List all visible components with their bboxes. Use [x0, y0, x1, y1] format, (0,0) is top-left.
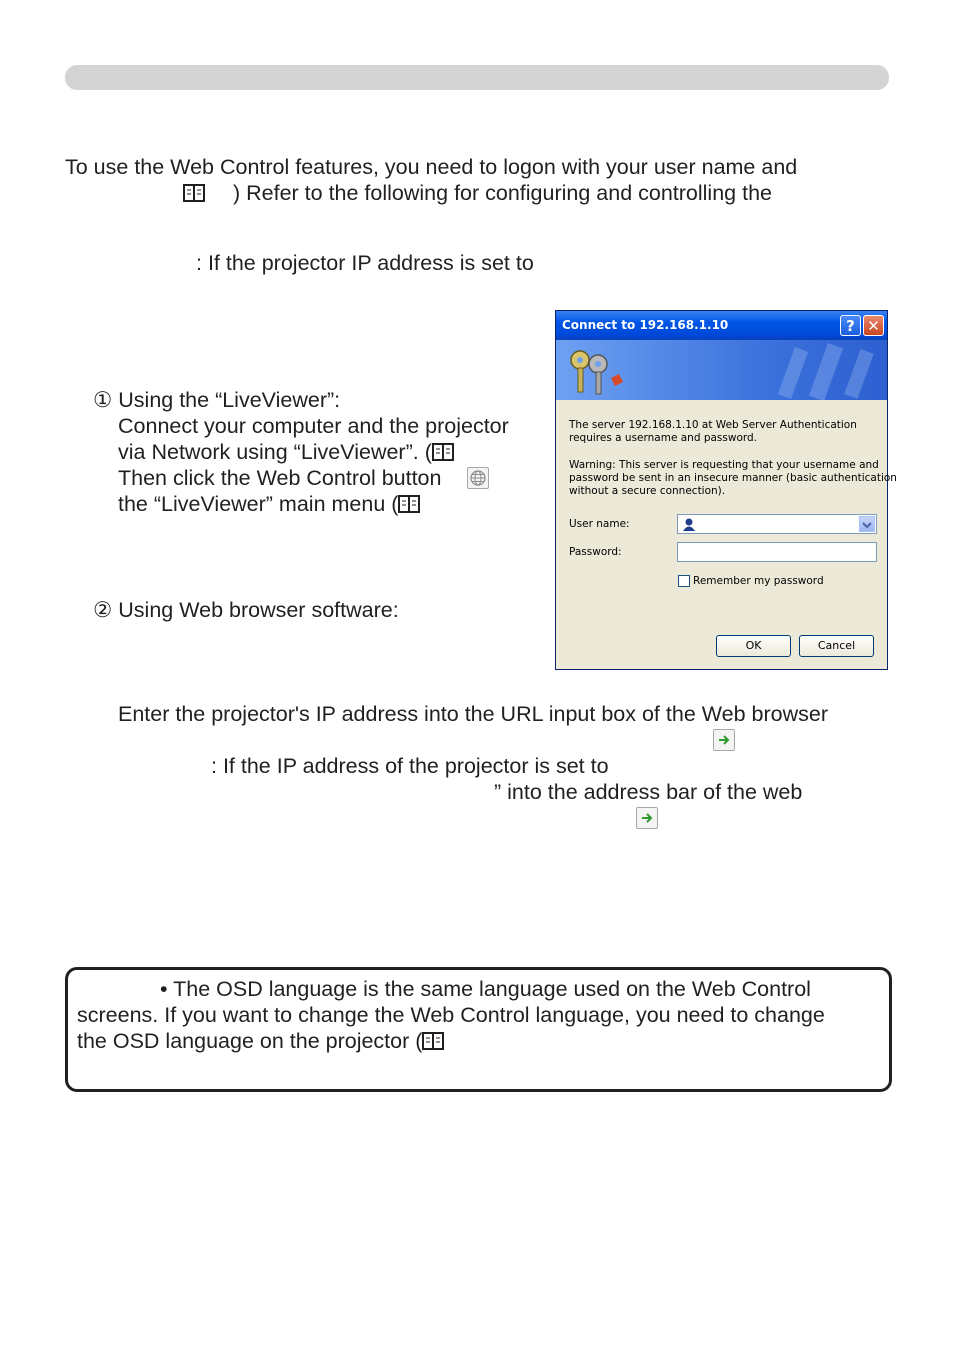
method1-line-4: [118, 491, 420, 517]
method1-line-3: Then click the Web Control button: [118, 466, 442, 490]
method2-line-3: ” into the address bar of the web: [494, 780, 803, 804]
user-avatar-icon: [682, 517, 696, 531]
login-dialog: [555, 310, 897, 670]
dialog-banner: [556, 340, 887, 400]
dialog-body: [556, 400, 897, 669]
method1-title: Using the “LiveViewer”:: [118, 388, 341, 412]
method1-marker: ①: [93, 388, 113, 412]
user-name-dropdown-button[interactable]: [859, 516, 875, 532]
warning-line-1: Warning: This server is requesting that your username and: [569, 459, 879, 471]
method1-line-2-text: via Network using “LiveViewer”. (: [118, 440, 432, 464]
server-message-line-1: The server 192.168.1.10 at Web Server Authentication: [569, 419, 857, 431]
help-button[interactable]: ?: [840, 315, 861, 336]
user-name-label: User name:: [569, 518, 630, 530]
remember-password-label: Remember my password: [693, 575, 824, 587]
keys-icon: [571, 351, 623, 394]
ok-button[interactable]: OK: [716, 635, 791, 657]
method2-line-1: Enter the projector's IP address into the URL input box of the Web browser: [118, 702, 829, 726]
method1-line-1: Connect your computer and the projector: [118, 414, 509, 438]
keys-banner-image: [556, 340, 887, 400]
password-field[interactable]: [677, 542, 877, 562]
method2-heading: [93, 597, 399, 623]
note-line-3: [77, 1028, 444, 1054]
dialog-title: Connect to 192.168.1.10: [562, 318, 729, 332]
section-header-bar: [65, 65, 889, 90]
book-reference-icon: [183, 184, 205, 202]
warning-line-3: without a secure connection).: [569, 485, 726, 497]
dialog-title-bar: [556, 311, 887, 340]
remember-password-checkbox[interactable]: [678, 575, 690, 587]
note-line-1: • The OSD language is the same language used on the Web Control: [160, 977, 811, 1001]
intro-line-2: [183, 180, 772, 206]
book-reference-icon: [432, 443, 454, 461]
chevron-down-icon: [860, 518, 874, 532]
note-line-2: screens. If you want to change the Web Control language, you need to change: [77, 1003, 825, 1027]
method2-title: Using Web browser software:: [118, 598, 399, 622]
password-label: Password:: [569, 546, 622, 558]
method2-line-2: : If the IP address of the projector is set to: [211, 754, 609, 778]
note-line-3-text: the OSD language on the projector (: [77, 1029, 423, 1053]
intro-line-3: : If the projector IP address is set to: [196, 251, 534, 275]
method1-line-4-text: the “LiveViewer” main menu (: [118, 492, 399, 516]
go-arrow-icon: [636, 807, 658, 829]
method1-heading: [93, 387, 340, 413]
method1-line-2: [118, 439, 454, 465]
web-control-globe-icon: [467, 467, 489, 489]
book-reference-icon: [422, 1032, 444, 1050]
go-arrow-icon: [713, 729, 735, 751]
cancel-button[interactable]: Cancel: [799, 635, 874, 657]
method2-marker: ②: [93, 598, 113, 622]
book-reference-icon: [398, 495, 420, 513]
user-name-field[interactable]: [677, 514, 877, 534]
warning-line-2: password be sent in an insecure manner (basic authentication: [569, 472, 897, 484]
intro-line-2-text: ) Refer to the following for configuring and controlling the: [232, 181, 772, 205]
server-message-line-2: requires a username and password.: [569, 432, 758, 444]
intro-line-1: To use the Web Control features, you need to logon with your user name and: [65, 155, 798, 179]
close-button[interactable]: ✕: [863, 315, 884, 336]
